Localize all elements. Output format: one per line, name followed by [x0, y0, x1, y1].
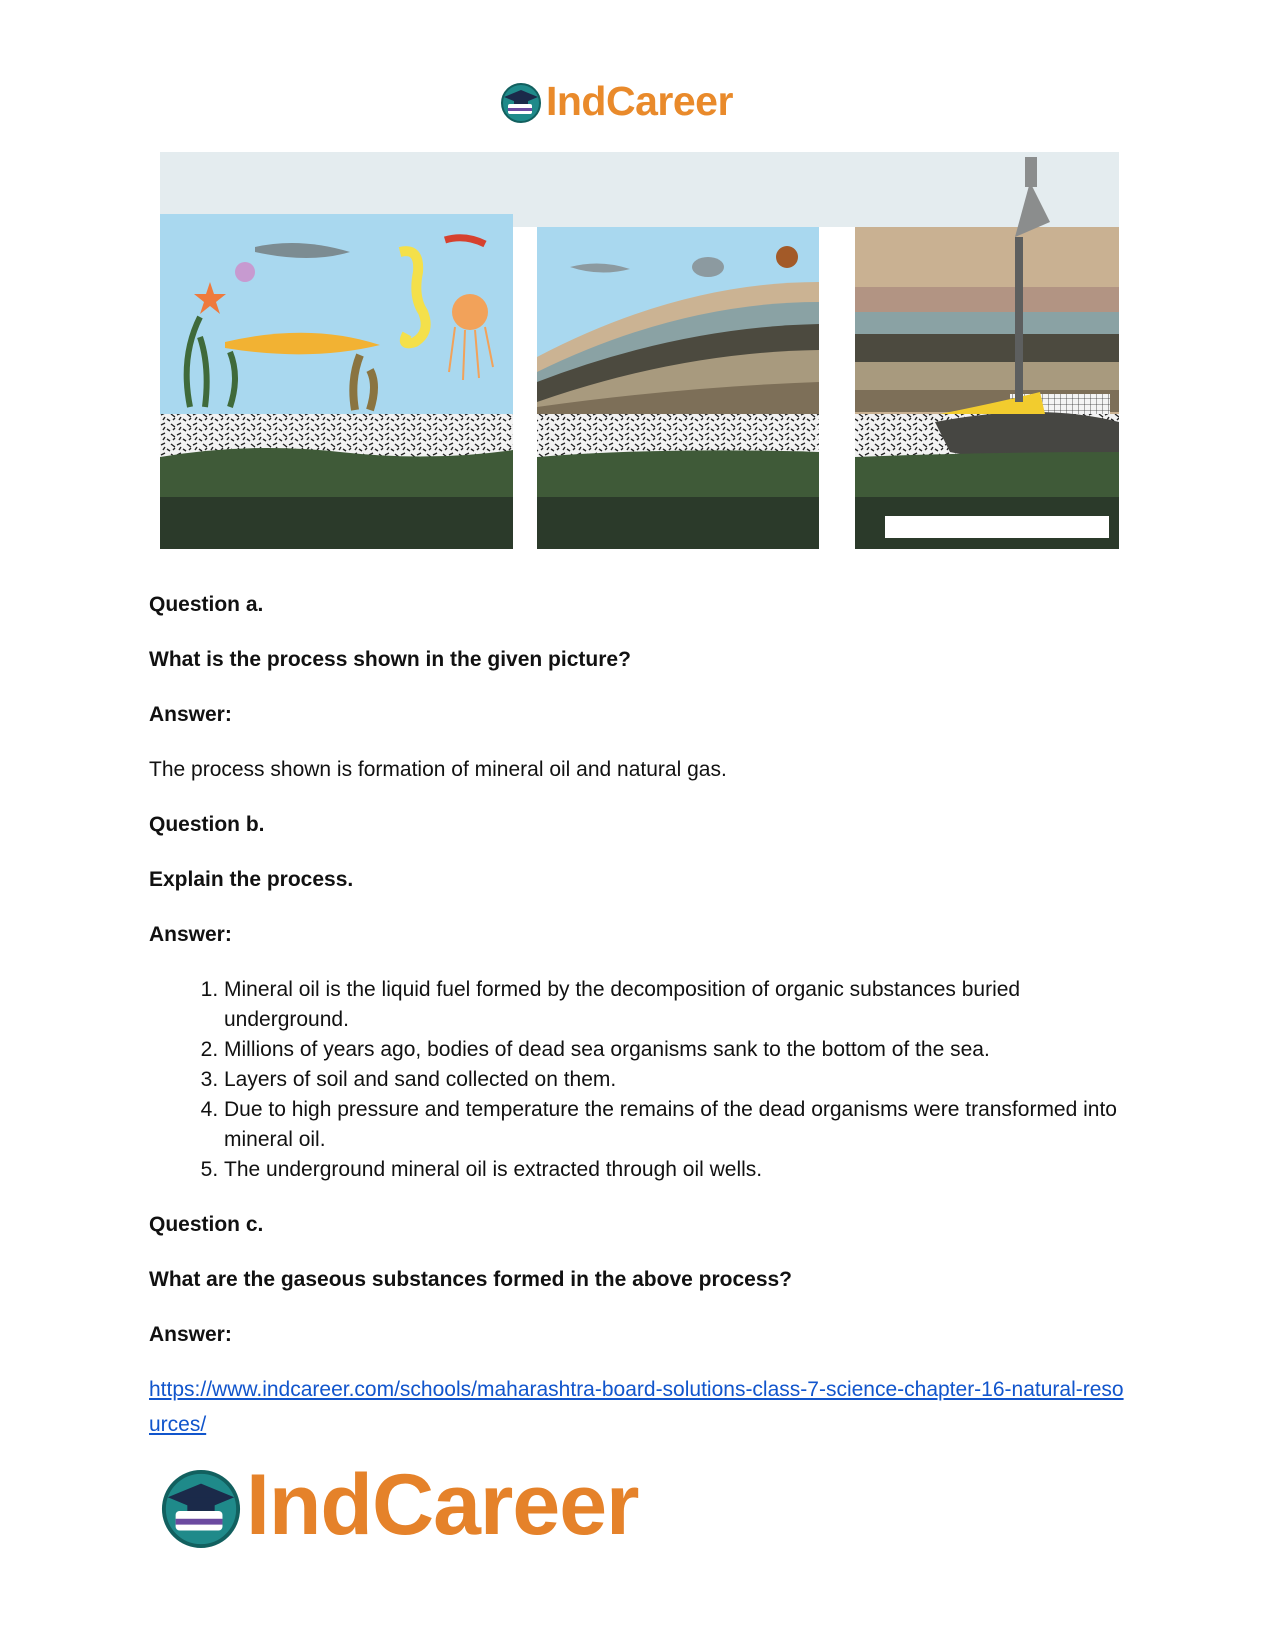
question-text: What is the process shown in the given picture?	[149, 648, 631, 671]
list-item: 4. Due to high pressure and temperature the remains of the dead organisms were transformed into mineral oil.	[224, 1095, 1124, 1155]
question-label: Question c.	[149, 1213, 264, 1236]
list-item: 3. Layers of soil and sand collected on them.	[224, 1065, 1124, 1095]
brand-wordmark: IndCareer	[246, 1457, 639, 1553]
graduation-cap-globe-icon	[500, 82, 542, 124]
brand-wordmark: IndCareer	[546, 78, 733, 124]
header-logo	[500, 80, 780, 128]
list-item: 2. Millions of years ago, bodies of dead sea organisms sank to the bottom of the sea.	[224, 1035, 1124, 1065]
sediment-layers-panel	[537, 227, 819, 549]
source-link[interactable]: https://www.indcareer.com/schools/maharashtra-board-solutions-class-7-science-chapter-16-natural-resources/	[149, 1378, 1124, 1436]
process-steps-list	[149, 975, 1124, 1185]
answer-label: Answer:	[149, 923, 232, 946]
question-label: Question b.	[149, 813, 265, 836]
sea-life-panel	[160, 214, 513, 549]
list-item: 1. Mineral oil is the liquid fuel formed by the decomposition of organic substances buried underground.	[224, 975, 1124, 1035]
question-label: Question a.	[149, 593, 264, 616]
answer-label: Answer:	[149, 1323, 232, 1346]
answer-label: Answer:	[149, 703, 232, 726]
question-text: Explain the process.	[149, 868, 354, 891]
question-text: What are the gaseous substances formed in the above process?	[149, 1268, 793, 1291]
document-body	[149, 590, 1124, 1442]
graduation-cap-globe-icon	[160, 1468, 242, 1550]
answer-text: The process shown is formation of mineral oil and natural gas.	[149, 758, 727, 781]
list-item: 5. The underground mineral oil is extracted through oil wells.	[224, 1155, 1124, 1185]
oil-formation-illustration	[160, 152, 1119, 549]
footer-logo	[160, 1457, 720, 1562]
